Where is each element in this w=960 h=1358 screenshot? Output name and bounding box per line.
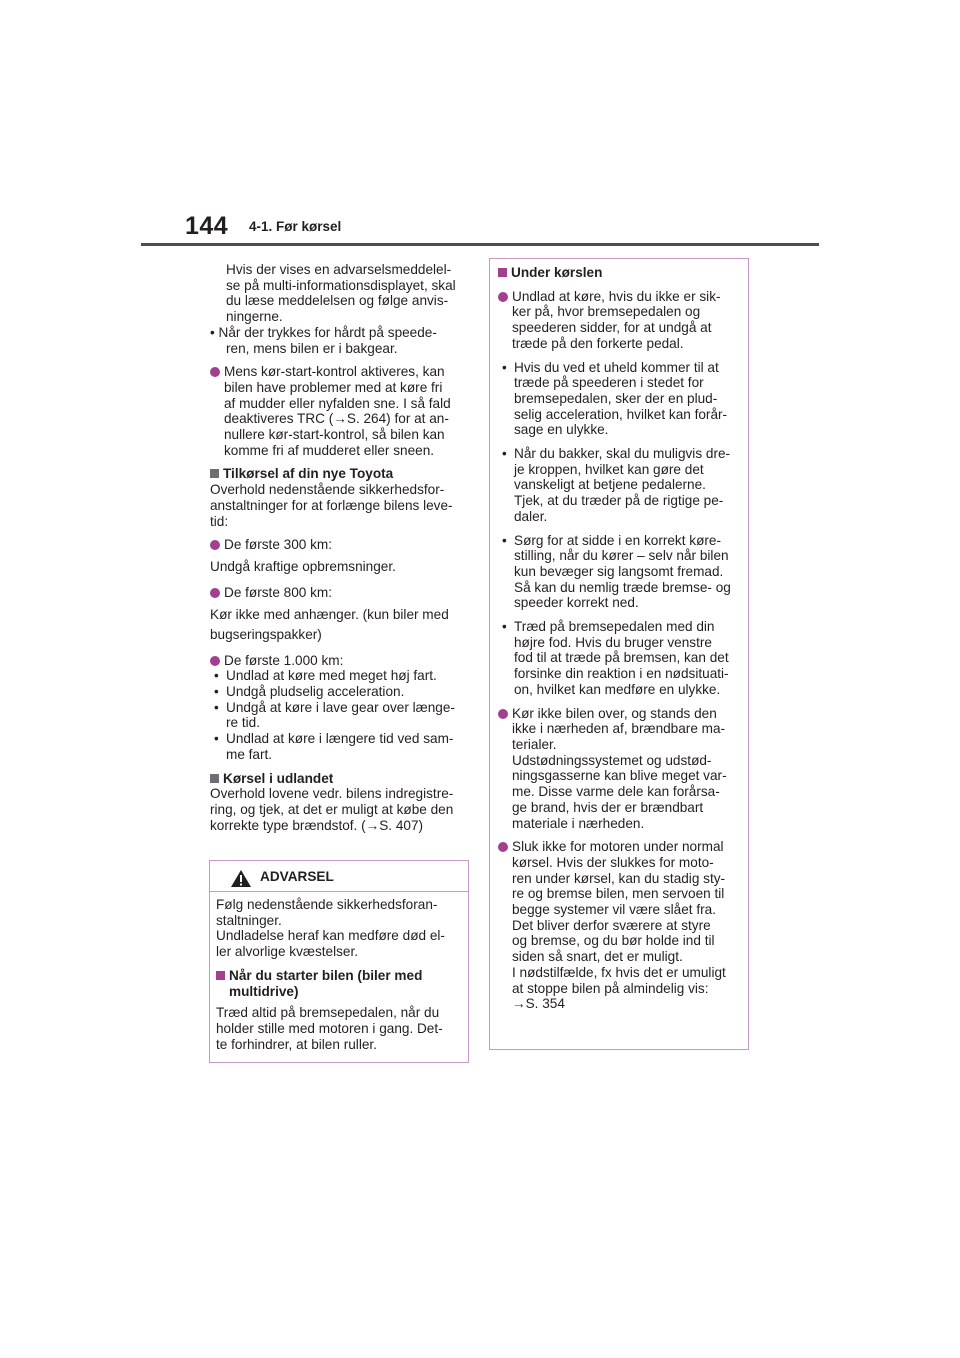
text-line: Undlad at køre, hvis du ikke er sik- xyxy=(512,288,721,304)
text-line: kun bevæger sig langsomt fremad. xyxy=(514,563,724,579)
text-line: • Når der trykkes for hårdt på speede- xyxy=(210,324,437,340)
text-line: ningsgasserne kan blive meget var- xyxy=(512,768,727,784)
text-line: me fart. xyxy=(226,746,273,762)
dash-item xyxy=(498,360,740,439)
warning-triangle-icon xyxy=(230,869,252,888)
text-line: kørsel. Hvis der slukkes for moto- xyxy=(512,854,714,870)
text-line: træde på den forkerte pedal. xyxy=(512,335,684,351)
page-number: 144 xyxy=(185,212,229,240)
text-line: • Sørg for at sidde i en korrekt køre- xyxy=(514,532,721,548)
text-line: du læse meddelelsen og følge anvis- xyxy=(226,293,449,309)
list-item xyxy=(210,731,468,762)
text-line: Når du starter bilen (biler med xyxy=(229,967,423,983)
text-line: forsinke din reaktion i en nødsituati- xyxy=(514,666,729,682)
text-line: ring, og tjek, at det er muligt at købe den xyxy=(210,801,454,817)
text-line: holder stille med motoren i gang. Det- xyxy=(216,1020,443,1036)
text-line: Følg nedenstående sikkerhedsforan- xyxy=(216,897,438,912)
text-line: ler alvorlige kvæstelser. xyxy=(216,944,359,960)
text-line: Udstødningssystemet og udstød- xyxy=(512,752,712,768)
text-line: sage en ulykke. xyxy=(514,422,609,438)
text-line: Tjek, at du træder på de rigtige pe- xyxy=(514,493,724,509)
first-800-bullet: De første 800 km: xyxy=(210,585,468,601)
heading-tilkorsel: Tilkørsel af din nye Toyota xyxy=(210,466,468,482)
text-line: ikke i nærheden af, brændbare ma- xyxy=(512,721,726,737)
list-item xyxy=(210,700,468,731)
text-line: Undladelse heraf kan medføre død el- xyxy=(216,928,445,944)
heading-under-korslen: Under kørslen xyxy=(498,265,740,281)
text-line: Mens kør-start-kontrol aktiveres, kan xyxy=(224,364,445,380)
text-line: korrekte type brændstof. (→S. 407) xyxy=(210,817,424,833)
text-line: siden så snart, det er muligt. xyxy=(512,949,683,965)
text-line: komme fri af mudderet eller sneen. xyxy=(224,442,435,458)
warning-intro xyxy=(216,897,462,960)
first-800-text xyxy=(210,605,468,645)
text-line: Overhold nedenstående sikkerhedsfor- xyxy=(210,482,445,498)
text-line: ren under kørsel, kan du stadig sty- xyxy=(512,870,726,886)
text-line: →S. 354 xyxy=(512,996,565,1012)
header-rule xyxy=(141,243,819,246)
text-line: ge brand, hvis der er brændbart xyxy=(512,799,704,815)
text-line: selig acceleration, hvilket kan forår- xyxy=(514,406,728,422)
text-line: bremsepedalen, sker der en plud- xyxy=(514,390,718,406)
kor-start-bullet xyxy=(210,364,468,458)
text-line: Kør ikke bilen over, og stands den xyxy=(512,705,717,721)
text-line: Hvis der vises en advarselsmeddelel- xyxy=(226,262,452,277)
text-line: terialer. xyxy=(512,736,557,752)
text-line: ren, mens bilen er i bakgear. xyxy=(226,340,398,356)
text-line: bilen have problemer med at køre fri xyxy=(224,379,443,395)
dash-item xyxy=(498,446,740,525)
bullet-item xyxy=(498,839,740,1012)
text-line: og bremse, og du bør holde ind til xyxy=(512,933,715,949)
text-line: fod til at træde på bremsen, kan det xyxy=(514,650,729,666)
intro-paragraph xyxy=(210,262,468,325)
text-line: ningerne. xyxy=(226,309,283,325)
text-line: af mudder eller nyfalden sne. I så fald xyxy=(224,395,451,411)
list-item: • Undlad at køre med meget høj fart. xyxy=(210,668,468,684)
text-line: vanskeligt at betjene pedalerne. xyxy=(514,477,706,493)
right-panel xyxy=(489,258,749,1050)
left-column xyxy=(210,262,468,833)
text-line: højre fod. Hvis du bruger venstre xyxy=(514,634,712,650)
first-1000-bullet: De første 1.000 km: xyxy=(210,653,468,669)
text-line: te forhindrer, at bilen ruller. xyxy=(216,1036,377,1052)
tilkorsel-text xyxy=(210,482,468,529)
warning-body xyxy=(210,892,468,1052)
intro-dash-item xyxy=(210,325,468,356)
text-line: deaktiveres TRC (→S. 264) for at an- xyxy=(224,411,449,427)
text-line: re tid. xyxy=(226,715,260,731)
text-line: daler. xyxy=(514,508,548,524)
text-line: se på multi-informationsdisplayet, skal xyxy=(226,277,456,293)
dash-item xyxy=(498,533,740,612)
text-line: bugseringspakker) xyxy=(210,626,322,642)
text-line: træde på speederen i stedet for xyxy=(514,375,704,391)
text-line: Træd altid på bremsepedalen, når du xyxy=(216,1005,440,1021)
text-line: speederen sidder, for at undgå at xyxy=(512,320,712,336)
text-line: begge systemer vil være slået fra. xyxy=(512,902,716,918)
warning-box xyxy=(209,860,469,1063)
text-line: stilling, når du kører – selv når bilen xyxy=(514,548,729,564)
text-line: multidrive) xyxy=(229,983,299,999)
warning-title: ADVARSEL xyxy=(260,869,334,884)
section-title: 4-1. Før kørsel xyxy=(249,219,342,234)
udlandet-text xyxy=(210,786,468,833)
text-line: me. Disse varme dele kan forårsa- xyxy=(512,784,720,800)
bullet-item xyxy=(498,289,740,352)
text-line: re og bremse bilen, men servoen til xyxy=(512,886,725,902)
warning-text xyxy=(216,1005,462,1052)
text-line: nullere kør-start-kontrol, så bilen kan xyxy=(224,427,445,443)
heading-udlandet: Kørsel i udlandet xyxy=(210,771,468,787)
text-line: Sluk ikke for motoren under normal xyxy=(512,839,724,855)
text-line: materiale i nærheden. xyxy=(512,815,645,831)
bullet-item xyxy=(498,706,740,832)
text-line: staltninger. xyxy=(216,912,282,928)
text-line: Kør ikke med anhænger. (kun biler med xyxy=(210,606,449,622)
text-line: • Træd på bremsepedalen med din xyxy=(514,619,715,635)
warning-heading xyxy=(216,968,462,999)
text-line: • Undlad at køre i længere tid ved sam- xyxy=(226,731,454,747)
dash-item xyxy=(498,619,740,698)
text-line: on, hvilket kan medføre en ulykke. xyxy=(514,681,721,697)
text-line: speeder korrekt ned. xyxy=(514,595,639,611)
text-line: I nødstilfælde, fx hvis det er umuligt xyxy=(512,964,726,980)
text-line: • Når du bakker, skal du muligvis dre- xyxy=(514,446,731,462)
text-line: ker på, hvor bremsepedalen og xyxy=(512,304,701,320)
text-line: Det bliver derfor sværere at styre xyxy=(512,917,711,933)
text-line: • Undgå at køre i lave gear over længe- xyxy=(226,699,455,715)
text-line: at stoppe bilen på almindelig vis: xyxy=(512,980,709,996)
text-line: • Hvis du ved et uheld kommer til at xyxy=(514,359,719,375)
first-300-text: Undgå kraftige opbremsninger. xyxy=(210,558,396,574)
warning-header xyxy=(210,861,468,892)
text-line: Så kan du nemlig træde bremse- og xyxy=(514,579,731,595)
first-300-bullet: De første 300 km: xyxy=(210,537,468,553)
text-line: je kroppen, hvilket kan gøre det xyxy=(514,461,704,477)
text-line: tid: xyxy=(210,513,229,529)
list-item: • Undgå pludselig acceleration. xyxy=(210,684,468,700)
text-line: Overhold lovene vedr. bilens indregistre- xyxy=(210,786,454,802)
text-line: anstaltninger for at forlænge bilens leve- xyxy=(210,497,453,513)
